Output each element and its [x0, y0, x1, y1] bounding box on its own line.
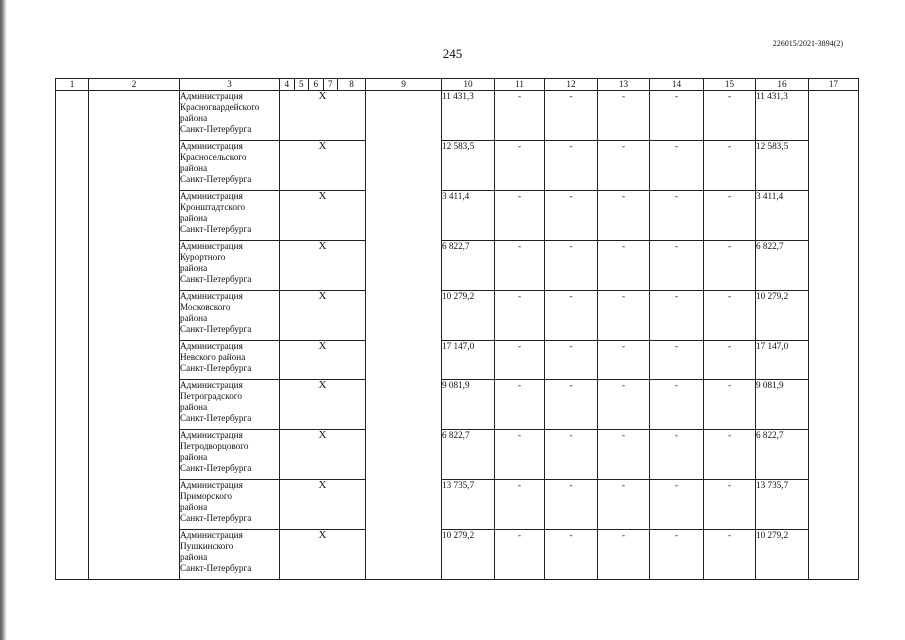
- cell-col10-amount: 3 411,4: [442, 191, 495, 241]
- cell-col15-empty: -: [704, 191, 756, 241]
- name-line: района: [180, 502, 208, 512]
- budget-table: [55, 78, 859, 580]
- cell-col11-empty: -: [495, 191, 545, 241]
- cell-administration-name: [180, 91, 280, 141]
- col-header-3: 3: [180, 79, 280, 91]
- cell-col10-amount: 17 147,0: [442, 341, 495, 380]
- cell-col11-empty: -: [495, 480, 545, 530]
- name-line: района: [180, 552, 208, 562]
- name-line: Курортного: [180, 252, 226, 262]
- cell-col16-total: 3 411,4: [756, 191, 809, 241]
- cell-col12-empty: -: [545, 480, 598, 530]
- cell-col12-empty: -: [545, 191, 598, 241]
- cell-col13-empty: -: [598, 291, 650, 341]
- cell-col10-amount: 13 735,7: [442, 480, 495, 530]
- col-header-1: 1: [56, 79, 89, 91]
- column-number-row: [56, 79, 859, 91]
- cell-mark-x: Х: [280, 530, 366, 580]
- name-line: района: [180, 263, 208, 273]
- col-header-4-8: [280, 79, 366, 91]
- name-line: Администрация: [180, 530, 243, 540]
- cell-col13-empty: -: [598, 141, 650, 191]
- name-line: Красногвардейского: [180, 102, 260, 112]
- name-line: Администрация: [180, 191, 243, 201]
- cell-mark-x: Х: [280, 480, 366, 530]
- col-header-9: 9: [366, 79, 442, 91]
- cell-col16-total: 9 081,9: [756, 380, 809, 430]
- cell-col14-empty: -: [650, 141, 704, 191]
- cell-col15-empty: -: [704, 91, 756, 141]
- cell-col9: [366, 91, 442, 580]
- scan-edge-shadow: [0, 0, 7, 640]
- page-number: 245: [442, 46, 463, 61]
- cell-col14-empty: -: [650, 341, 704, 380]
- cell-administration-name: [180, 291, 280, 341]
- name-line: Петроградского: [180, 391, 242, 401]
- cell-col14-empty: -: [650, 530, 704, 580]
- cell-col15-empty: -: [704, 241, 756, 291]
- cell-administration-name: [180, 241, 280, 291]
- name-line: Санкт-Петербурга: [180, 324, 252, 334]
- cell-col12-empty: -: [545, 141, 598, 191]
- cell-col13-empty: -: [598, 380, 650, 430]
- name-line: Администрация: [180, 141, 243, 151]
- cell-col17: [809, 91, 859, 580]
- name-line: района: [180, 452, 208, 462]
- cell-administration-name: [180, 380, 280, 430]
- name-line: Санкт-Петербурга: [180, 174, 252, 184]
- name-line: Администрация: [180, 291, 243, 301]
- col-header-14: 14: [650, 79, 704, 91]
- cell-col13-empty: -: [598, 430, 650, 480]
- cell-col15-empty: -: [704, 530, 756, 580]
- cell-col11-empty: -: [495, 380, 545, 430]
- cell-col16-total: 10 279,2: [756, 291, 809, 341]
- name-line: Московского: [180, 302, 231, 312]
- cell-col13-empty: -: [598, 241, 650, 291]
- name-line: Приморского: [180, 491, 232, 501]
- cell-col10-amount: 6 822,7: [442, 241, 495, 291]
- cell-col13-empty: -: [598, 530, 650, 580]
- name-line: района: [180, 313, 208, 323]
- cell-col15-empty: -: [704, 480, 756, 530]
- cell-col15-empty: -: [704, 380, 756, 430]
- name-line: района: [180, 402, 208, 412]
- name-line: Санкт-Петербурга: [180, 513, 252, 523]
- name-line: Санкт-Петербурга: [180, 224, 252, 234]
- cell-col1: [56, 91, 89, 580]
- col-header-11: 11: [495, 79, 545, 91]
- cell-col14-empty: -: [650, 241, 704, 291]
- col-header-10: 10: [442, 79, 495, 91]
- cell-col13-empty: -: [598, 191, 650, 241]
- col-header-13: 13: [598, 79, 650, 91]
- cell-col10-amount: 12 583,5: [442, 141, 495, 191]
- name-line: района: [180, 113, 208, 123]
- cell-col14-empty: -: [650, 191, 704, 241]
- cell-col16-total: 6 822,7: [756, 241, 809, 291]
- cell-col14-empty: -: [650, 430, 704, 480]
- cell-col11-empty: -: [495, 530, 545, 580]
- cell-col12-empty: -: [545, 430, 598, 480]
- col-header-17: 17: [809, 79, 859, 91]
- name-line: Санкт-Петербурга: [180, 124, 252, 134]
- cell-mark-x: Х: [280, 341, 366, 380]
- cell-col10-amount: 11 431,3: [442, 91, 495, 141]
- name-line: Невского района: [180, 352, 246, 362]
- name-line: Санкт-Петербурга: [180, 363, 252, 373]
- cell-col12-empty: -: [545, 91, 598, 141]
- col-header-16: 16: [756, 79, 809, 91]
- name-line: Санкт-Петербурга: [180, 563, 252, 573]
- name-line: Администрация: [180, 480, 243, 490]
- cell-col11-empty: -: [495, 430, 545, 480]
- cell-col14-empty: -: [650, 480, 704, 530]
- cell-col12-empty: -: [545, 380, 598, 430]
- cell-col11-empty: -: [495, 91, 545, 141]
- name-line: Администрация: [180, 91, 243, 101]
- name-line: Кронштадтского: [180, 202, 246, 212]
- name-line: района: [180, 163, 208, 173]
- cell-col15-empty: -: [704, 430, 756, 480]
- col-header-15: 15: [704, 79, 756, 91]
- name-line: Администрация: [180, 380, 243, 390]
- cell-col16-total: 6 822,7: [756, 430, 809, 480]
- col-header-4: 4: [284, 79, 290, 89]
- cell-col16-total: 12 583,5: [756, 141, 809, 191]
- name-line: Администрация: [180, 430, 243, 440]
- cell-col16-total: 10 279,2: [756, 530, 809, 580]
- cell-col13-empty: -: [598, 91, 650, 141]
- cell-mark-x: Х: [280, 291, 366, 341]
- document-reference: 226015/2021-3894(2): [772, 39, 843, 48]
- cell-col15-empty: -: [704, 141, 756, 191]
- cell-col11-empty: -: [495, 341, 545, 380]
- cell-administration-name: [180, 341, 280, 380]
- cell-administration-name: [180, 480, 280, 530]
- cell-col14-empty: -: [650, 291, 704, 341]
- name-line: Администрация: [180, 241, 243, 251]
- name-line: района: [180, 213, 208, 223]
- cell-mark-x: Х: [280, 241, 366, 291]
- cell-col12-empty: -: [545, 530, 598, 580]
- cell-mark-x: Х: [280, 380, 366, 430]
- cell-col10-amount: 9 081,9: [442, 380, 495, 430]
- name-line: Петродворцового: [180, 441, 249, 451]
- cell-mark-x: Х: [280, 91, 366, 141]
- name-line: Санкт-Петербурга: [180, 413, 252, 423]
- cell-col16-total: 13 735,7: [756, 480, 809, 530]
- cell-administration-name: [180, 430, 280, 480]
- cell-col15-empty: -: [704, 341, 756, 380]
- cell-col10-amount: 10 279,2: [442, 530, 495, 580]
- name-line: Красносельского: [180, 152, 247, 162]
- name-line: Пушкинского: [180, 541, 234, 551]
- cell-col10-amount: 10 279,2: [442, 291, 495, 341]
- col-header-6: 6: [308, 79, 323, 90]
- cell-col12-empty: -: [545, 341, 598, 380]
- cell-mark-x: Х: [280, 191, 366, 241]
- cell-administration-name: [180, 141, 280, 191]
- cell-col10-amount: 6 822,7: [442, 430, 495, 480]
- cell-col16-total: 11 431,3: [756, 91, 809, 141]
- cell-col12-empty: -: [545, 291, 598, 341]
- col-header-2: 2: [89, 79, 180, 91]
- cell-col14-empty: -: [650, 380, 704, 430]
- cell-mark-x: Х: [280, 141, 366, 191]
- cell-col16-total: 17 147,0: [756, 341, 809, 380]
- cell-col11-empty: -: [495, 291, 545, 341]
- cell-col13-empty: -: [598, 341, 650, 380]
- cell-col14-empty: -: [650, 91, 704, 141]
- cell-administration-name: [180, 191, 280, 241]
- cell-col15-empty: -: [704, 291, 756, 341]
- col-header-8: 8: [337, 79, 365, 90]
- col-header-7: 7: [323, 79, 338, 90]
- col-header-5: 5: [294, 79, 309, 90]
- cell-col11-empty: -: [495, 241, 545, 291]
- cell-col13-empty: -: [598, 480, 650, 530]
- cell-col11-empty: -: [495, 141, 545, 191]
- table-row: [56, 91, 859, 141]
- cell-col2: [89, 91, 180, 580]
- col-header-12: 12: [545, 79, 598, 91]
- name-line: Администрация: [180, 341, 243, 351]
- name-line: Санкт-Петербурга: [180, 463, 252, 473]
- cell-administration-name: [180, 530, 280, 580]
- cell-col12-empty: -: [545, 241, 598, 291]
- name-line: Санкт-Петербурга: [180, 274, 252, 284]
- cell-mark-x: Х: [280, 430, 366, 480]
